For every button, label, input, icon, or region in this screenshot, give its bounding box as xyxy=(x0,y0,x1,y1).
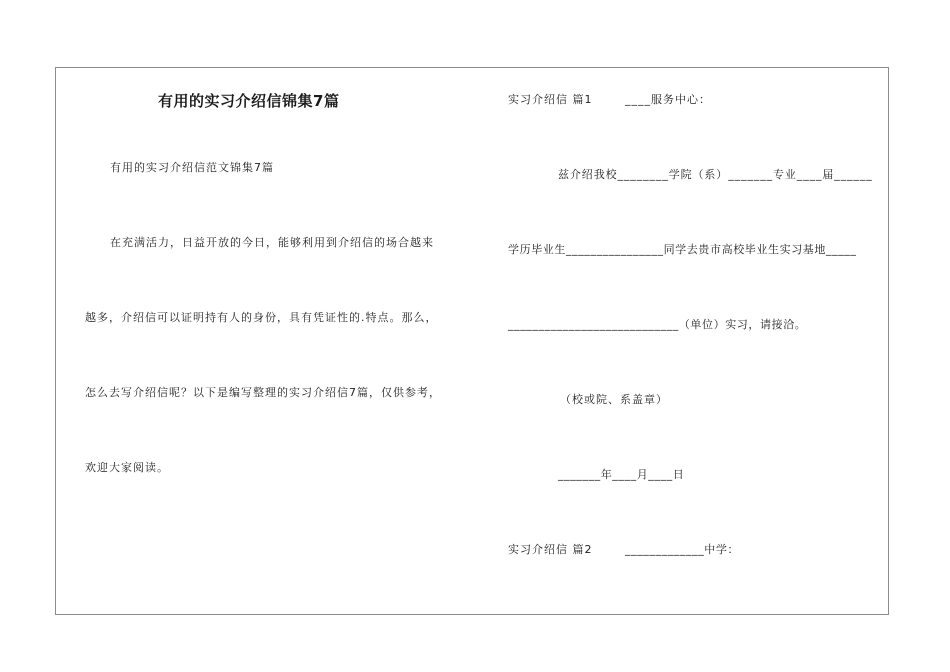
letter-1-date-line: _______年____月____日 xyxy=(558,468,685,481)
document-page xyxy=(55,67,889,615)
intro-paragraph-line-4: 欢迎大家阅读。 xyxy=(85,461,169,474)
document-subtitle: 有用的实习介绍信范文锦集7篇 xyxy=(110,161,274,174)
letter-1-body-line-2: 学历毕业生________________同学去贵市高校毕业生实习基地_____ xyxy=(508,243,857,256)
letter-2-recipient: _____________中学： xyxy=(625,543,740,556)
letter-1-recipient: ____服务中心： xyxy=(625,93,711,106)
letter-1-body-line-1: 兹介绍我校________学院（系）_______专业____届______ xyxy=(558,168,873,181)
intro-paragraph-line-2: 越多，介绍信可以证明持有人的身份，具有凭证性的.特点。那么， xyxy=(85,311,438,324)
letter-1-seal-note: （校或院、系盖章） xyxy=(560,393,668,406)
document-title: 有用的实习介绍信锦集7篇 xyxy=(158,92,340,110)
letter-2-heading: 实习介绍信 篇2 xyxy=(508,543,593,556)
letter-1-body-line-3: ____________________________（单位）实习，请接洽。 xyxy=(508,318,807,331)
intro-paragraph-line-1: 在充满活力，日益开放的今日，能够利用到介绍信的场合越来 xyxy=(110,236,434,249)
intro-paragraph-line-3: 怎么去写介绍信呢？以下是编写整理的实习介绍信7篇，仅供参考， xyxy=(85,386,441,399)
letter-1-heading: 实习介绍信 篇1 xyxy=(508,93,593,106)
